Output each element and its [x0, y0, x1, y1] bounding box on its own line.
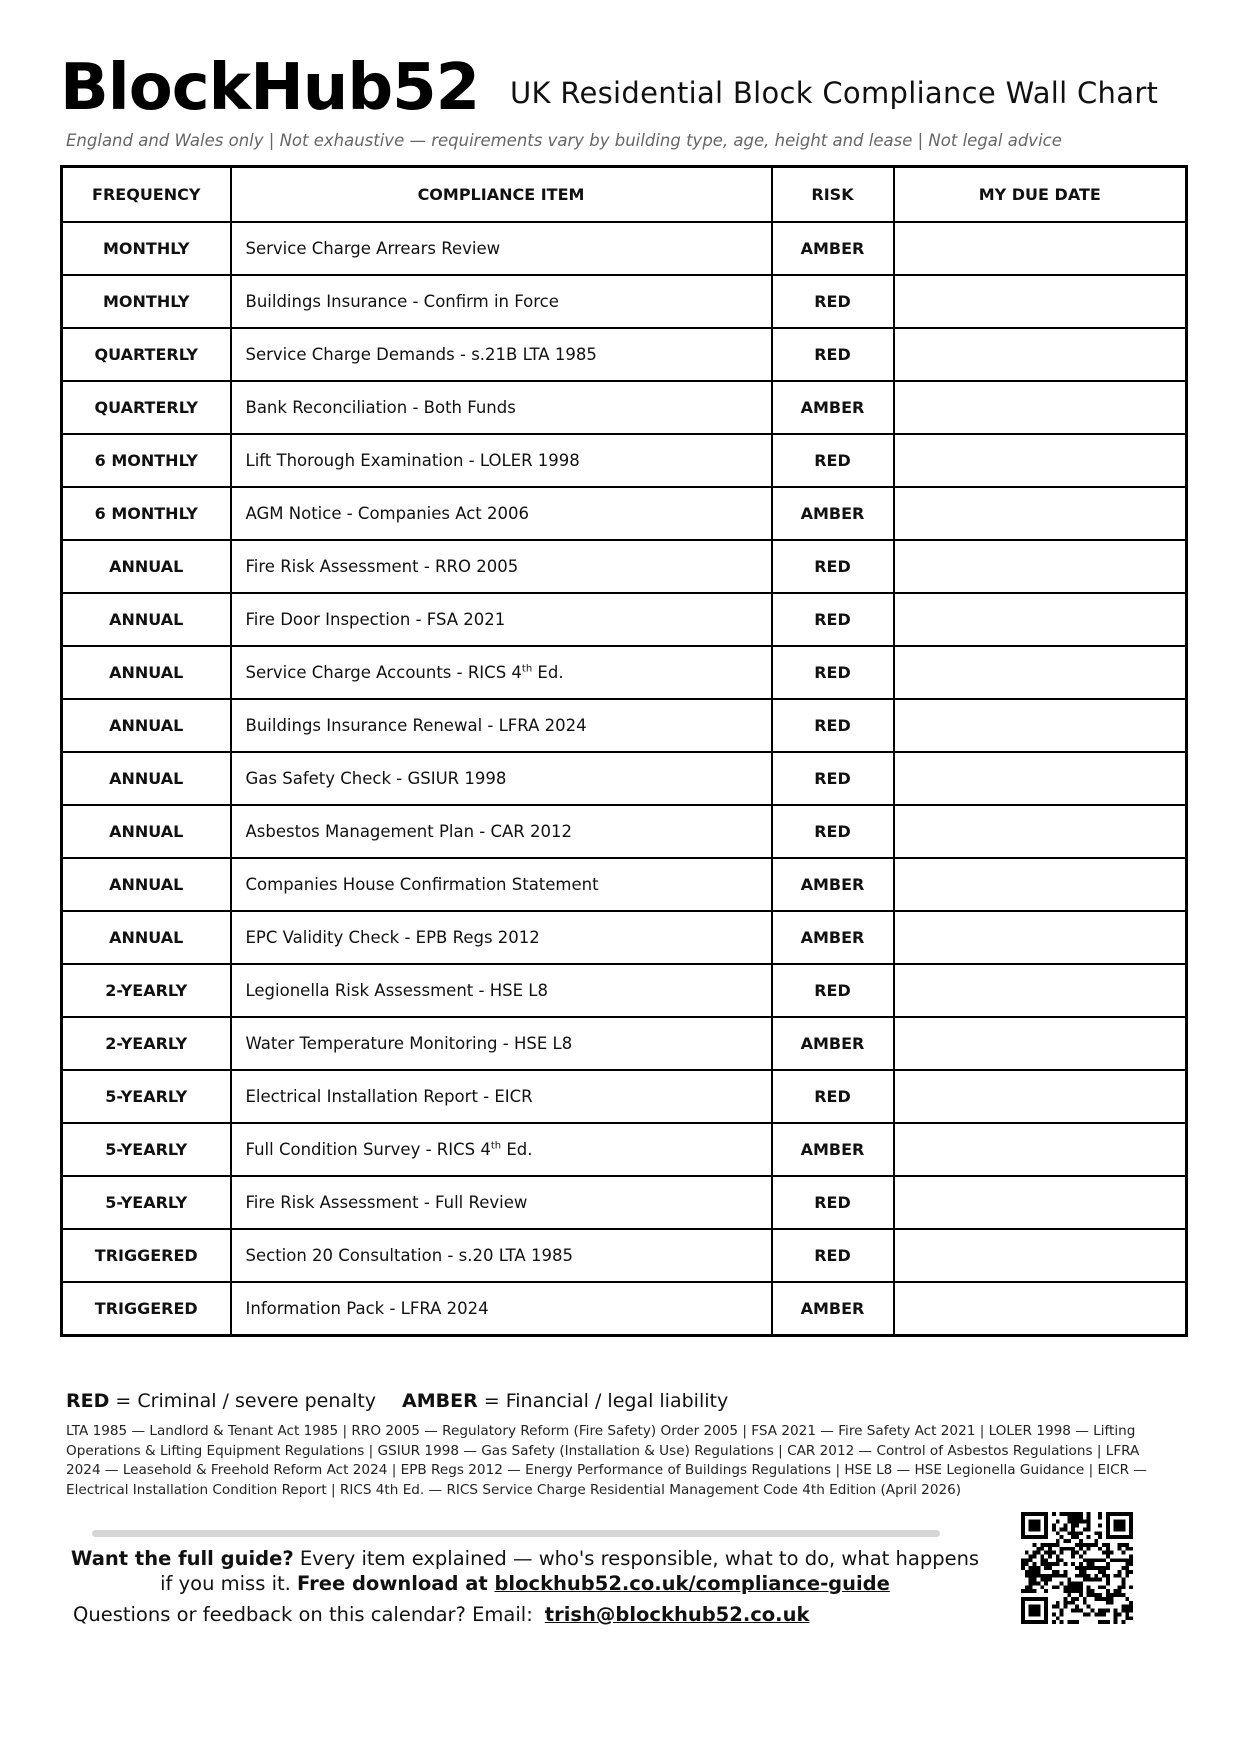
- frequency-cell: ANNUAL: [62, 593, 231, 646]
- frequency-cell: ANNUAL: [62, 911, 231, 964]
- risk-cell: RED: [772, 646, 894, 699]
- compliance-item-cell: [231, 275, 772, 328]
- item-text: Buildings Insurance Renewal - LFRA 2024: [245, 716, 587, 735]
- legend-red-text: = Criminal / severe penalty: [109, 1390, 377, 1412]
- compliance-item-cell: [231, 911, 772, 964]
- table-row: [62, 222, 1187, 275]
- compliance-item-cell: [231, 434, 772, 487]
- item-text: Asbestos Management Plan - CAR 2012: [245, 822, 573, 841]
- compliance-item-cell: [231, 487, 772, 540]
- item-text: Section 20 Consultation - s.20 LTA 1985: [245, 1246, 573, 1265]
- frequency-cell: ANNUAL: [62, 858, 231, 911]
- frequency-cell: 5-YEARLY: [62, 1070, 231, 1123]
- item-text: Service Charge Demands - s.21B LTA 1985: [245, 345, 597, 364]
- table-row: [62, 1229, 1187, 1282]
- item-text: Companies House Confirmation Statement: [245, 875, 599, 894]
- risk-cell: RED: [772, 328, 894, 381]
- compliance-item-cell: [231, 540, 772, 593]
- risk-cell: AMBER: [772, 1282, 894, 1336]
- risk-cell: AMBER: [772, 1017, 894, 1070]
- risk-cell: RED: [772, 593, 894, 646]
- risk-legend: [66, 1390, 728, 1412]
- table-row: [62, 1282, 1187, 1336]
- table-row: [62, 752, 1187, 805]
- due-date-cell[interactable]: [894, 434, 1187, 487]
- page-subtitle: England and Wales only | Not exhaustive — requirements vary by building type, age, height and lease | Not legal advice: [66, 131, 1062, 150]
- item-suffix: Ed.: [532, 663, 564, 682]
- compliance-item-cell: [231, 805, 772, 858]
- frequency-cell: MONTHLY: [62, 275, 231, 328]
- email-link[interactable]: trish@blockhub52.co.uk: [544, 1603, 810, 1626]
- risk-cell: AMBER: [772, 1123, 894, 1176]
- due-date-cell[interactable]: [894, 275, 1187, 328]
- compliance-item-cell: [231, 646, 772, 699]
- compliance-item-cell: [231, 858, 772, 911]
- risk-cell: RED: [772, 1176, 894, 1229]
- item-suffix: Ed.: [501, 1140, 533, 1159]
- risk-cell: AMBER: [772, 487, 894, 540]
- feedback-text: Questions or feedback on this calendar? Email:: [73, 1603, 533, 1626]
- guide-promo: [62, 1546, 988, 1596]
- logo: BlockHub52: [60, 51, 480, 125]
- item-text: AGM Notice - Companies Act 2006: [245, 504, 530, 523]
- frequency-cell: 2-YEARLY: [62, 1017, 231, 1070]
- due-date-cell[interactable]: [894, 1123, 1187, 1176]
- compliance-table: [60, 165, 1188, 1337]
- frequency-cell: 5-YEARLY: [62, 1123, 231, 1176]
- due-date-cell[interactable]: [894, 1017, 1187, 1070]
- table-row: [62, 646, 1187, 699]
- feedback-line: [73, 1603, 809, 1626]
- item-text: Buildings Insurance - Confirm in Force: [245, 292, 559, 311]
- risk-cell: RED: [772, 275, 894, 328]
- table-row: [62, 593, 1187, 646]
- page-title: UK Residential Block Compliance Wall Chart: [510, 76, 1159, 110]
- frequency-cell: TRIGGERED: [62, 1282, 231, 1336]
- due-date-cell[interactable]: [894, 487, 1187, 540]
- frequency-cell: ANNUAL: [62, 540, 231, 593]
- compliance-item-cell: [231, 752, 772, 805]
- header-due-date: MY DUE DATE: [894, 167, 1187, 223]
- qr-code-icon: [1021, 1512, 1133, 1624]
- due-date-cell[interactable]: [894, 540, 1187, 593]
- item-text: Lift Thorough Examination - LOLER 1998: [245, 451, 580, 470]
- legend-red-key: RED: [66, 1390, 110, 1412]
- item-superscript: th: [490, 1140, 502, 1152]
- risk-cell: RED: [772, 964, 894, 1017]
- due-date-cell[interactable]: [894, 964, 1187, 1017]
- table-row: [62, 1017, 1187, 1070]
- table-row: [62, 540, 1187, 593]
- item-text: Service Charge Accounts - RICS 4: [245, 663, 522, 682]
- item-text: Water Temperature Monitoring - HSE L8: [245, 1034, 573, 1053]
- table-row: [62, 1070, 1187, 1123]
- risk-cell: RED: [772, 540, 894, 593]
- due-date-cell[interactable]: [894, 1070, 1187, 1123]
- due-date-cell[interactable]: [894, 752, 1187, 805]
- compliance-item-cell: [231, 699, 772, 752]
- compliance-item-cell: [231, 964, 772, 1017]
- table-row: [62, 328, 1187, 381]
- item-text: Fire Door Inspection - FSA 2021: [245, 610, 506, 629]
- frequency-cell: ANNUAL: [62, 752, 231, 805]
- table-row: [62, 805, 1187, 858]
- risk-cell: RED: [772, 699, 894, 752]
- compliance-item-cell: [231, 1017, 772, 1070]
- compliance-item-cell: [231, 328, 772, 381]
- risk-cell: RED: [772, 1070, 894, 1123]
- frequency-cell: ANNUAL: [62, 699, 231, 752]
- due-date-cell[interactable]: [894, 1282, 1187, 1336]
- frequency-cell: 6 MONTHLY: [62, 434, 231, 487]
- header-compliance-item: COMPLIANCE ITEM: [231, 167, 772, 223]
- risk-cell: AMBER: [772, 381, 894, 434]
- frequency-cell: QUARTERLY: [62, 328, 231, 381]
- risk-cell: RED: [772, 434, 894, 487]
- frequency-cell: 6 MONTHLY: [62, 487, 231, 540]
- frequency-cell: TRIGGERED: [62, 1229, 231, 1282]
- table-row: [62, 699, 1187, 752]
- header-risk: RISK: [772, 167, 894, 223]
- table-row: [62, 434, 1187, 487]
- frequency-cell: 2-YEARLY: [62, 964, 231, 1017]
- compliance-item-cell: [231, 1229, 772, 1282]
- item-text: Gas Safety Check - GSIUR 1998: [245, 769, 507, 788]
- divider: [92, 1530, 940, 1537]
- table-header-row: [62, 167, 1187, 223]
- due-date-cell[interactable]: [894, 1176, 1187, 1229]
- risk-cell: RED: [772, 752, 894, 805]
- item-text: Legionella Risk Assessment - HSE L8: [245, 981, 548, 1000]
- legend-amber-key: AMBER: [402, 1390, 478, 1412]
- table-row: [62, 275, 1187, 328]
- item-text: Full Condition Survey - RICS 4: [245, 1140, 491, 1159]
- compliance-item-cell: [231, 1176, 772, 1229]
- compliance-item-cell: [231, 1070, 772, 1123]
- frequency-cell: QUARTERLY: [62, 381, 231, 434]
- frequency-cell: ANNUAL: [62, 646, 231, 699]
- compliance-item-cell: [231, 593, 772, 646]
- table-row: [62, 1123, 1187, 1176]
- item-superscript: th: [521, 663, 533, 675]
- table-row: [62, 911, 1187, 964]
- due-date-cell[interactable]: [894, 858, 1187, 911]
- guide-link[interactable]: blockhub52.co.uk/compliance-guide: [494, 1572, 890, 1595]
- guide-lead: Want the full guide?: [70, 1547, 294, 1570]
- due-date-cell[interactable]: [894, 328, 1187, 381]
- frequency-cell: 5-YEARLY: [62, 1176, 231, 1229]
- due-date-cell[interactable]: [894, 699, 1187, 752]
- item-text: Fire Risk Assessment - Full Review: [245, 1193, 528, 1212]
- due-date-cell[interactable]: [894, 646, 1187, 699]
- due-date-cell[interactable]: [894, 911, 1187, 964]
- table-row: [62, 487, 1187, 540]
- risk-cell: AMBER: [772, 911, 894, 964]
- due-date-cell[interactable]: [894, 1229, 1187, 1282]
- table-row: [62, 858, 1187, 911]
- risk-cell: AMBER: [772, 222, 894, 275]
- risk-cell: RED: [772, 1229, 894, 1282]
- item-text: EPC Validity Check - EPB Regs 2012: [245, 928, 540, 947]
- item-text: Information Pack - LFRA 2024: [245, 1299, 489, 1318]
- abbreviations-note: LTA 1985 — Landlord & Tenant Act 1985 | RRO 2005 — Regulatory Reform (Fire Safety) Order 2005 | FSA 2021 — Fire Safety Act 2021 | LOLER 1998 — Lifting Operations & Lifting Equipment Regulations | GSIUR 1998 — Gas Safety (Installation & Use) Regulations | CAR 2012 — Control of Asbestos Regulations | LFRA 2024 — Leasehold & Freehold Reform Act 2024 | EPB Regs 2012 — Energy Performance of Buildings Regulations | HSE L8 — HSE Legionella Guidance | EICR — Electrical Installation Condition Report | RICS 4th Ed. — RICS Service Charge Residential Management Code 4th Edition (April 2026): [66, 1423, 1147, 1498]
- frequency-cell: ANNUAL: [62, 805, 231, 858]
- download-text: Free download at: [297, 1572, 495, 1595]
- item-text: Bank Reconciliation - Both Funds: [245, 398, 516, 417]
- risk-cell: RED: [772, 805, 894, 858]
- table-row: [62, 1176, 1187, 1229]
- due-date-cell[interactable]: [894, 805, 1187, 858]
- due-date-cell[interactable]: [894, 593, 1187, 646]
- legend-amber-text: = Financial / legal liability: [477, 1390, 729, 1412]
- compliance-item-cell: [231, 222, 772, 275]
- table-row: [62, 964, 1187, 1017]
- due-date-cell[interactable]: [894, 381, 1187, 434]
- risk-cell: AMBER: [772, 858, 894, 911]
- item-text: Electrical Installation Report - EICR: [245, 1087, 533, 1106]
- compliance-item-cell: [231, 1123, 772, 1176]
- header-frequency: FREQUENCY: [62, 167, 231, 223]
- table-row: [62, 381, 1187, 434]
- due-date-cell[interactable]: [894, 222, 1187, 275]
- item-text: Fire Risk Assessment - RRO 2005: [245, 557, 519, 576]
- compliance-item-cell: [231, 381, 772, 434]
- frequency-cell: MONTHLY: [62, 222, 231, 275]
- guide-text: Every item explained — who's responsible, what to do, what happens if you miss it.: [160, 1547, 980, 1595]
- item-text: Service Charge Arrears Review: [245, 239, 501, 258]
- compliance-item-cell: [231, 1282, 772, 1336]
